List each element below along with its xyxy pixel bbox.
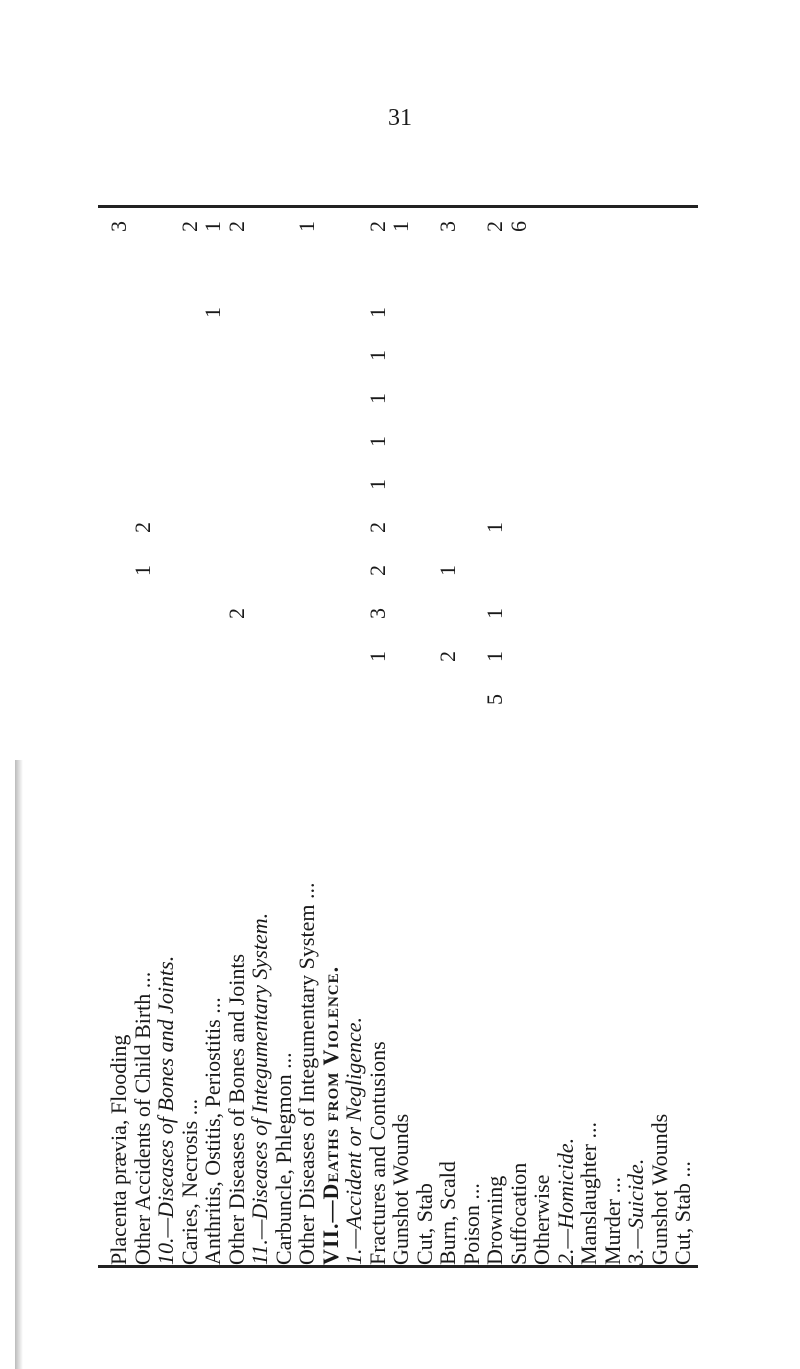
table-cell <box>388 592 414 635</box>
table-cell <box>200 420 226 463</box>
table-cell <box>365 248 391 291</box>
table-row <box>435 205 461 1265</box>
table-cell: 5 <box>482 694 507 705</box>
row-label: Caries, Necrosis ... <box>176 1098 202 1265</box>
table-cell <box>200 506 226 549</box>
table-cell <box>388 764 414 807</box>
row-label: Gunshot Wounds <box>388 1113 413 1265</box>
table-cell: 6 <box>505 221 531 232</box>
table-cell <box>200 463 226 506</box>
table-cell <box>106 549 132 592</box>
table-cell <box>106 420 132 463</box>
table-cell <box>482 463 508 506</box>
table-cell: 1 <box>435 565 460 576</box>
table-cell <box>435 248 461 291</box>
table-cell <box>435 291 461 334</box>
table-cell <box>200 764 226 807</box>
table-row <box>341 205 367 1265</box>
row-cells <box>482 205 508 807</box>
row-label: 11.—Diseases of Integumentary System. <box>247 912 272 1265</box>
table-cell: 1 <box>294 221 319 232</box>
table-cell <box>435 463 461 506</box>
table-cell <box>106 334 132 377</box>
table-cell <box>224 463 250 506</box>
row-cells <box>177 205 203 807</box>
table-row <box>271 205 297 1265</box>
table-cell <box>482 549 508 592</box>
table-row <box>177 205 203 1265</box>
table-cell: 1 <box>364 479 390 490</box>
table-cell <box>200 549 226 592</box>
table-cell <box>224 506 250 549</box>
table-cell <box>106 377 132 420</box>
table-cell <box>130 377 156 420</box>
table-cell <box>294 764 320 807</box>
table-cell: 2 <box>482 221 507 232</box>
table-cell <box>177 721 203 764</box>
table-cell <box>130 205 156 248</box>
table-cell <box>506 377 532 420</box>
table-row <box>482 205 508 1265</box>
row-label: Suffocation <box>505 1162 531 1265</box>
table-cell <box>200 334 226 377</box>
table-cell <box>224 635 250 678</box>
table-cell <box>294 248 320 291</box>
table-cell <box>177 420 203 463</box>
table-cell: 2 <box>223 221 249 232</box>
table-cell <box>482 248 508 291</box>
table-cell <box>177 592 203 635</box>
row-label: Gunshot Wounds <box>646 1113 672 1265</box>
table-cell: 2 <box>129 522 155 533</box>
row-label: 1.—Accident or Negligence. <box>341 1016 366 1265</box>
table-cell <box>224 678 250 721</box>
table-cell <box>365 721 391 764</box>
row-label: Carbuncle, Phlegmon ... <box>270 1052 296 1265</box>
table-cell <box>200 592 226 635</box>
table-cell: 2 <box>223 608 249 619</box>
table-cell <box>435 721 461 764</box>
row-label: Other Diseases of Bones and Joints <box>223 953 249 1265</box>
table-cell <box>482 377 508 420</box>
row-label: Manslaughter ... <box>576 1122 601 1265</box>
binding-shadow <box>15 760 23 1369</box>
table-cell <box>130 420 156 463</box>
table-cell <box>177 291 203 334</box>
table-cell: 1 <box>364 651 390 662</box>
table-cell <box>224 721 250 764</box>
table-cell <box>130 678 156 721</box>
table-cell <box>130 248 156 291</box>
table-row <box>647 205 673 1265</box>
table-row <box>200 205 226 1265</box>
table-cell: 1 <box>129 565 155 576</box>
table-cell <box>130 764 156 807</box>
table-cell <box>224 764 250 807</box>
table-cell <box>130 592 156 635</box>
row-cells <box>435 205 461 807</box>
table-cell <box>106 721 132 764</box>
table-cell <box>294 635 320 678</box>
row-cells <box>224 205 250 807</box>
row-label: Burn, Scald <box>435 1161 460 1265</box>
table-cell <box>482 721 508 764</box>
table-cell <box>506 764 532 807</box>
table-row <box>130 205 156 1265</box>
table-cell <box>294 678 320 721</box>
table-cell <box>365 764 391 807</box>
table-row <box>106 205 132 1265</box>
table-cell: 1 <box>364 350 390 361</box>
mortality-table <box>98 205 698 1265</box>
table-cell <box>177 248 203 291</box>
table-cell <box>435 420 461 463</box>
row-label: Cut, Stab ... <box>670 1161 695 1265</box>
row-label: Otherwise <box>529 1174 554 1265</box>
table-cell: 1 <box>200 221 225 232</box>
table-cell <box>388 248 414 291</box>
row-cells <box>130 205 156 807</box>
table-cell: 2 <box>176 221 202 232</box>
table-cell <box>506 635 532 678</box>
table-cell: 1 <box>364 436 390 447</box>
table-cell: 1 <box>200 307 225 318</box>
table-cell <box>506 420 532 463</box>
row-cells <box>365 205 391 807</box>
table-cell <box>177 463 203 506</box>
table-cell <box>506 678 532 721</box>
row-label: 3.—Suicide. <box>623 1158 648 1265</box>
table-cell <box>388 721 414 764</box>
table-cell <box>177 377 203 420</box>
bottom-rule <box>98 1265 698 1268</box>
table-cell <box>130 635 156 678</box>
table-row <box>388 205 414 1265</box>
table-cell <box>388 463 414 506</box>
table-cell: 1 <box>482 522 507 533</box>
table-cell <box>200 721 226 764</box>
table-cell <box>388 377 414 420</box>
table-row <box>529 205 555 1265</box>
table-cell <box>177 334 203 377</box>
table-cell <box>294 549 320 592</box>
table-cell <box>224 377 250 420</box>
table-cell <box>106 463 132 506</box>
table-cell <box>177 635 203 678</box>
page-number: 31 <box>388 105 412 131</box>
table-cell <box>177 506 203 549</box>
table-cell <box>177 764 203 807</box>
row-cells <box>106 205 132 807</box>
table-cell: 2 <box>364 522 390 533</box>
table-cell <box>388 678 414 721</box>
table-cell: 3 <box>435 221 460 232</box>
table-cell <box>224 549 250 592</box>
table-cell <box>506 592 532 635</box>
row-cells <box>200 205 226 807</box>
table-cell <box>130 334 156 377</box>
row-label: Drowning <box>482 1175 507 1265</box>
table-cell <box>388 635 414 678</box>
table-row <box>459 205 485 1265</box>
table-row <box>506 205 532 1265</box>
table-cell <box>388 291 414 334</box>
row-label: 2.—Homicide. <box>552 1137 578 1265</box>
table-row <box>153 205 179 1265</box>
table-cell <box>435 377 461 420</box>
table-cell <box>482 291 508 334</box>
table-cell <box>388 334 414 377</box>
table-cell <box>224 291 250 334</box>
row-label: Placenta prævia, Flooding <box>106 1034 131 1265</box>
table-cell <box>294 377 320 420</box>
table-cell <box>106 248 132 291</box>
table-cell <box>365 678 391 721</box>
table-cell: 1 <box>364 393 390 404</box>
table-cell: 2 <box>364 565 390 576</box>
table-row <box>670 205 696 1265</box>
table-cell <box>106 635 132 678</box>
table-cell <box>435 334 461 377</box>
table-cell <box>130 463 156 506</box>
table-cell <box>506 291 532 334</box>
table-cell <box>200 678 226 721</box>
row-label: Anthritis, Ostitis, Periostitis ... <box>200 997 225 1265</box>
table-cell <box>130 721 156 764</box>
table-cell <box>224 334 250 377</box>
table-cell <box>388 549 414 592</box>
row-label: Poison ... <box>458 1183 484 1265</box>
table-cell <box>506 463 532 506</box>
row-label: 10.—Diseases of Bones and Joints. <box>153 955 178 1265</box>
table-row <box>412 205 438 1265</box>
table-cell <box>482 764 508 807</box>
table-cell <box>294 506 320 549</box>
table-cell <box>106 764 132 807</box>
table-row <box>600 205 626 1265</box>
table-row <box>365 205 391 1265</box>
table-row <box>247 205 273 1265</box>
table-row <box>553 205 579 1265</box>
row-label: VII.—Deaths from Violence. <box>317 965 343 1265</box>
table-cell <box>200 377 226 420</box>
table-row <box>576 205 602 1265</box>
table-cell: 1 <box>364 307 390 318</box>
table-cell: 1 <box>482 608 507 619</box>
table-cell <box>294 721 320 764</box>
table-cell <box>224 248 250 291</box>
table-cell <box>294 334 320 377</box>
table-cell <box>294 463 320 506</box>
table-cell <box>106 291 132 334</box>
table-row <box>318 205 344 1265</box>
table-cell <box>435 764 461 807</box>
table-cell <box>506 549 532 592</box>
table-cell <box>200 635 226 678</box>
table-cell <box>388 506 414 549</box>
table-cell: 3 <box>106 221 131 232</box>
table-cell: 3 <box>364 608 390 619</box>
table-cell <box>106 592 132 635</box>
table-cell <box>482 334 508 377</box>
row-label: Cut, Stab <box>411 1183 437 1265</box>
table-cell <box>200 248 226 291</box>
table-cell <box>294 420 320 463</box>
table-cell: 2 <box>435 651 460 662</box>
table-cell <box>435 506 461 549</box>
row-label: Fractures and Contusions <box>364 1041 390 1265</box>
row-cells <box>294 205 320 807</box>
table-cell <box>224 420 250 463</box>
table-cell <box>177 678 203 721</box>
table-cell <box>106 678 132 721</box>
row-label: Other Accidents of Child Birth ... <box>129 971 155 1265</box>
table-row <box>623 205 649 1265</box>
table-cell <box>294 291 320 334</box>
table-cell <box>388 420 414 463</box>
table-cell <box>506 248 532 291</box>
row-label: Other Diseases of Integumentary System ... <box>294 882 319 1265</box>
table-cell: 1 <box>388 221 413 232</box>
table-cell <box>435 592 461 635</box>
table-row <box>294 205 320 1265</box>
table-cell <box>106 506 132 549</box>
table-cell <box>177 549 203 592</box>
row-cells <box>388 205 414 807</box>
table-cell: 2 <box>364 221 390 232</box>
table-cell <box>435 678 461 721</box>
table-cell <box>506 334 532 377</box>
table-cell <box>294 592 320 635</box>
table-cell: 1 <box>482 651 507 662</box>
row-label: Murder ... <box>599 1177 625 1265</box>
rotated-table <box>98 205 698 1265</box>
table-row <box>224 205 250 1265</box>
table-cell <box>506 721 532 764</box>
table-cell <box>482 420 508 463</box>
table-cell <box>130 291 156 334</box>
row-cells <box>506 205 532 807</box>
table-cell <box>506 506 532 549</box>
